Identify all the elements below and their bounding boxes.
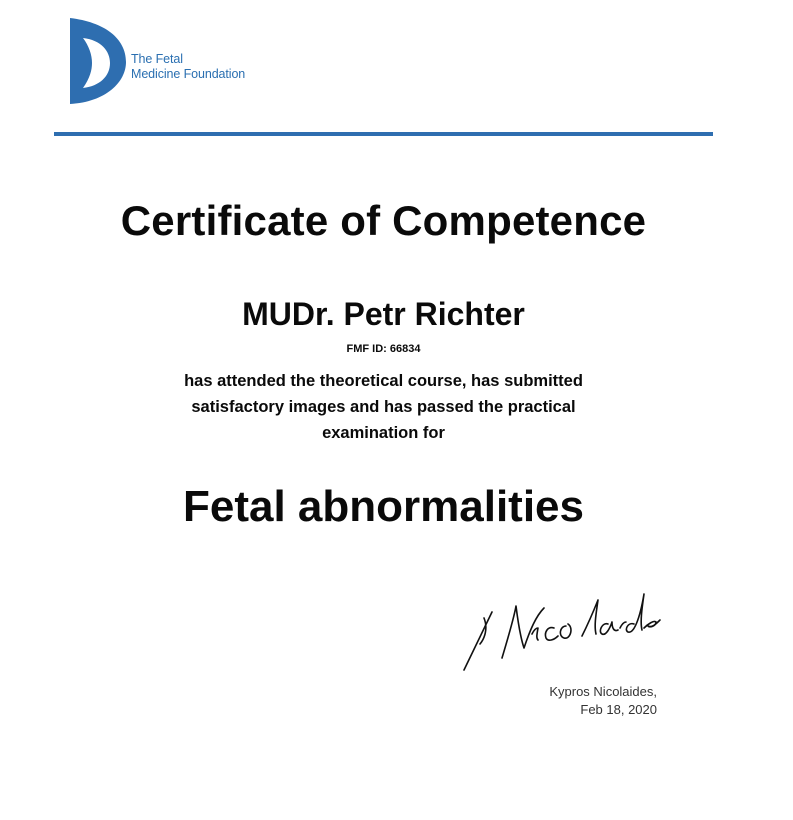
signatory-block (549, 683, 657, 719)
statement-line: satisfactory images and has passed the practical (191, 398, 576, 416)
fmf-logo-icon (70, 18, 126, 104)
organization-name-line-1: The Fetal (131, 52, 183, 66)
header-divider (54, 132, 713, 136)
certificate-date: Feb 18, 2020 (580, 702, 657, 717)
recipient-name: MUDr. Petr Richter (242, 296, 525, 332)
certificate-title: Certificate of Competence (120, 197, 647, 244)
statement-line: examination for (322, 424, 445, 442)
fmf-logo (70, 18, 280, 108)
signatory-name: Kypros Nicolaides, (549, 684, 657, 699)
organization-name-line-2: Medicine Foundation (131, 67, 246, 81)
course-name: Fetal abnormalities (182, 482, 584, 531)
signature-image (458, 578, 663, 678)
fmf-id: FMF ID: 66834 (346, 343, 421, 355)
certificate-statement (0, 368, 793, 446)
fmf-logo-wordmark (131, 52, 245, 82)
statement-line: has attended the theoretical course, has submitted (184, 372, 583, 390)
